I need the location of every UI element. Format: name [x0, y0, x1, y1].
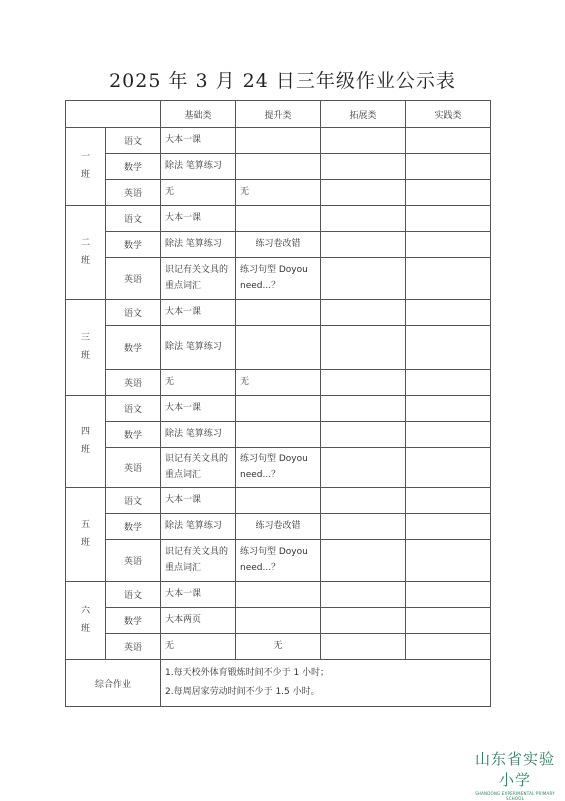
homework-cell-extend — [321, 180, 406, 206]
homework-cell-extend — [321, 206, 406, 232]
summary-item: 1.每天校外体育锻炼时间不少于 1 小时； — [165, 668, 330, 679]
class-row — [66, 540, 491, 582]
homework-cell-practice — [406, 300, 491, 326]
subject-cell: 语文 — [106, 396, 161, 422]
homework-cell-extend — [321, 370, 406, 396]
class-name-char: 班 — [80, 169, 90, 180]
homework-cell-practice — [406, 180, 491, 206]
homework-cell-practice — [406, 370, 491, 396]
homework-cell-practice — [406, 488, 491, 514]
homework-cell-improve: 练习卷改错 — [236, 514, 321, 540]
subject-cell: 数学 — [106, 232, 161, 258]
homework-cell-extend — [321, 154, 406, 180]
header-extend: 拓展类 — [321, 101, 406, 128]
class-row — [66, 206, 491, 232]
class-name-char: 六 — [80, 606, 90, 617]
homework-cell-improve — [236, 300, 321, 326]
class-name-char: 二 — [80, 238, 90, 249]
subject-cell: 数学 — [106, 514, 161, 540]
homework-cell-basic: 除法 笔算练习 — [161, 514, 236, 540]
homework-cell-extend — [321, 232, 406, 258]
homework-cell-basic: 除法 笔算练习 — [161, 232, 236, 258]
class-row — [66, 232, 491, 258]
homework-cell-extend — [321, 582, 406, 608]
homework-cell-improve: 无 — [236, 370, 321, 396]
homework-cell-improve — [236, 608, 321, 634]
class-name-char: 班 — [80, 350, 90, 361]
homework-cell-extend — [321, 608, 406, 634]
homework-cell-basic: 无 — [161, 634, 236, 660]
homework-cell-improve: 无 — [236, 634, 321, 660]
homework-cell-improve — [236, 396, 321, 422]
header-corner — [66, 101, 161, 128]
subject-cell: 数学 — [106, 608, 161, 634]
class-name-char: 五 — [80, 520, 90, 531]
homework-cell-practice — [406, 582, 491, 608]
homework-cell-extend — [321, 258, 406, 300]
class-row — [66, 422, 491, 448]
summary-item: 2.每周居家劳动时间不少于 1.5 小时。 — [165, 687, 320, 697]
homework-cell-improve — [236, 488, 321, 514]
header-improve: 提升类 — [236, 101, 321, 128]
school-logo-name: 山东省实验小学 — [474, 750, 555, 789]
class-row — [66, 396, 491, 422]
homework-cell-basic: 除法 笔算练习 — [161, 154, 236, 180]
class-row — [66, 180, 491, 206]
homework-cell-basic: 识记有关文具的重点词汇 — [161, 540, 236, 582]
homework-cell-practice — [406, 608, 491, 634]
homework-cell-extend — [321, 128, 406, 154]
homework-cell-basic: 大本两页 — [161, 608, 236, 634]
subject-cell: 语文 — [106, 582, 161, 608]
homework-cell-extend — [321, 448, 406, 488]
subject-cell: 英语 — [106, 448, 161, 488]
subject-cell: 英语 — [106, 180, 161, 206]
subject-cell: 语文 — [106, 488, 161, 514]
homework-cell-extend — [321, 326, 406, 370]
subject-cell: 数学 — [106, 422, 161, 448]
homework-cell-practice — [406, 514, 491, 540]
homework-cell-improve: 练习句型 Doyou need...？ — [236, 448, 321, 488]
subject-cell: 数学 — [106, 326, 161, 370]
class-row — [66, 154, 491, 180]
subject-cell: 数学 — [106, 154, 161, 180]
homework-cell-improve — [236, 206, 321, 232]
summary-row — [66, 660, 491, 707]
homework-cell-extend — [321, 514, 406, 540]
homework-cell-extend — [321, 540, 406, 582]
header-practice: 实践类 — [406, 101, 491, 128]
subject-cell: 英语 — [106, 370, 161, 396]
homework-cell-basic: 大本一课 — [161, 582, 236, 608]
class-row — [66, 128, 491, 154]
homework-cell-practice — [406, 422, 491, 448]
subject-cell: 语文 — [106, 300, 161, 326]
homework-cell-practice — [406, 634, 491, 660]
homework-cell-improve: 练习卷改错 — [236, 232, 321, 258]
homework-cell-basic: 除法 笔算练习 — [161, 422, 236, 448]
homework-cell-extend — [321, 422, 406, 448]
subject-cell: 英语 — [106, 634, 161, 660]
homework-cell-basic: 大本一课 — [161, 396, 236, 422]
class-name-char: 三 — [80, 333, 90, 344]
class-name-cell — [66, 300, 106, 396]
homework-table — [65, 100, 491, 707]
class-name-cell — [66, 206, 106, 300]
class-row — [66, 326, 491, 370]
class-name-char: 四 — [80, 427, 90, 438]
subject-cell: 语文 — [106, 206, 161, 232]
homework-cell-practice — [406, 258, 491, 300]
homework-cell-basic: 大本一课 — [161, 488, 236, 514]
homework-cell-improve — [236, 422, 321, 448]
homework-cell-basic: 无 — [161, 180, 236, 206]
school-logo-english: SHANDONG EXPERIMENTAL PRIMARY SCHOOL — [475, 791, 555, 801]
homework-cell-practice — [406, 154, 491, 180]
homework-cell-basic: 大本一课 — [161, 128, 236, 154]
homework-cell-practice — [406, 232, 491, 258]
class-name-cell — [66, 582, 106, 660]
class-row — [66, 370, 491, 396]
homework-cell-improve — [236, 582, 321, 608]
class-row — [66, 258, 491, 300]
homework-cell-practice — [406, 128, 491, 154]
subject-cell: 英语 — [106, 258, 161, 300]
homework-cell-practice — [406, 540, 491, 582]
class-row — [66, 608, 491, 634]
homework-cell-improve: 练习句型 Doyou need...？ — [236, 540, 321, 582]
homework-cell-basic: 大本一课 — [161, 300, 236, 326]
summary-label: 综合作业 — [66, 660, 161, 707]
subject-cell: 语文 — [106, 128, 161, 154]
class-row — [66, 300, 491, 326]
homework-cell-basic: 无 — [161, 370, 236, 396]
page-title: 2025 年 3 月 24 日三年级作业公示表 — [109, 70, 456, 92]
class-row — [66, 634, 491, 660]
homework-cell-practice — [406, 396, 491, 422]
homework-cell-practice — [406, 206, 491, 232]
class-row — [66, 514, 491, 540]
homework-cell-improve — [236, 128, 321, 154]
homework-cell-basic: 识记有关文具的重点词汇 — [161, 448, 236, 488]
summary-content — [161, 660, 491, 707]
subject-cell: 英语 — [106, 540, 161, 582]
homework-cell-improve: 练习句型 Doyou need...？ — [236, 258, 321, 300]
class-name-char: 一 — [80, 152, 90, 163]
homework-cell-improve: 无 — [236, 180, 321, 206]
homework-cell-basic: 除法 笔算练习 — [161, 326, 236, 370]
homework-cell-basic: 大本一课 — [161, 206, 236, 232]
homework-cell-extend — [321, 488, 406, 514]
homework-cell-basic: 识记有关文具的重点词汇 — [161, 258, 236, 300]
class-name-char: 班 — [80, 255, 90, 266]
class-name-char: 班 — [80, 444, 90, 455]
header-basic: 基础类 — [161, 101, 236, 128]
class-name-cell — [66, 396, 106, 488]
homework-cell-improve — [236, 326, 321, 370]
class-row — [66, 488, 491, 514]
class-row — [66, 448, 491, 488]
class-row — [66, 582, 491, 608]
homework-cell-extend — [321, 300, 406, 326]
homework-cell-extend — [321, 634, 406, 660]
header-row — [66, 101, 491, 128]
class-name-char: 班 — [80, 623, 90, 634]
homework-cell-practice — [406, 326, 491, 370]
class-name-cell — [66, 128, 106, 206]
class-name-cell — [66, 488, 106, 582]
homework-cell-practice — [406, 448, 491, 488]
homework-cell-improve — [236, 154, 321, 180]
homework-cell-extend — [321, 396, 406, 422]
school-logo — [470, 748, 560, 801]
class-name-char: 班 — [80, 537, 90, 548]
